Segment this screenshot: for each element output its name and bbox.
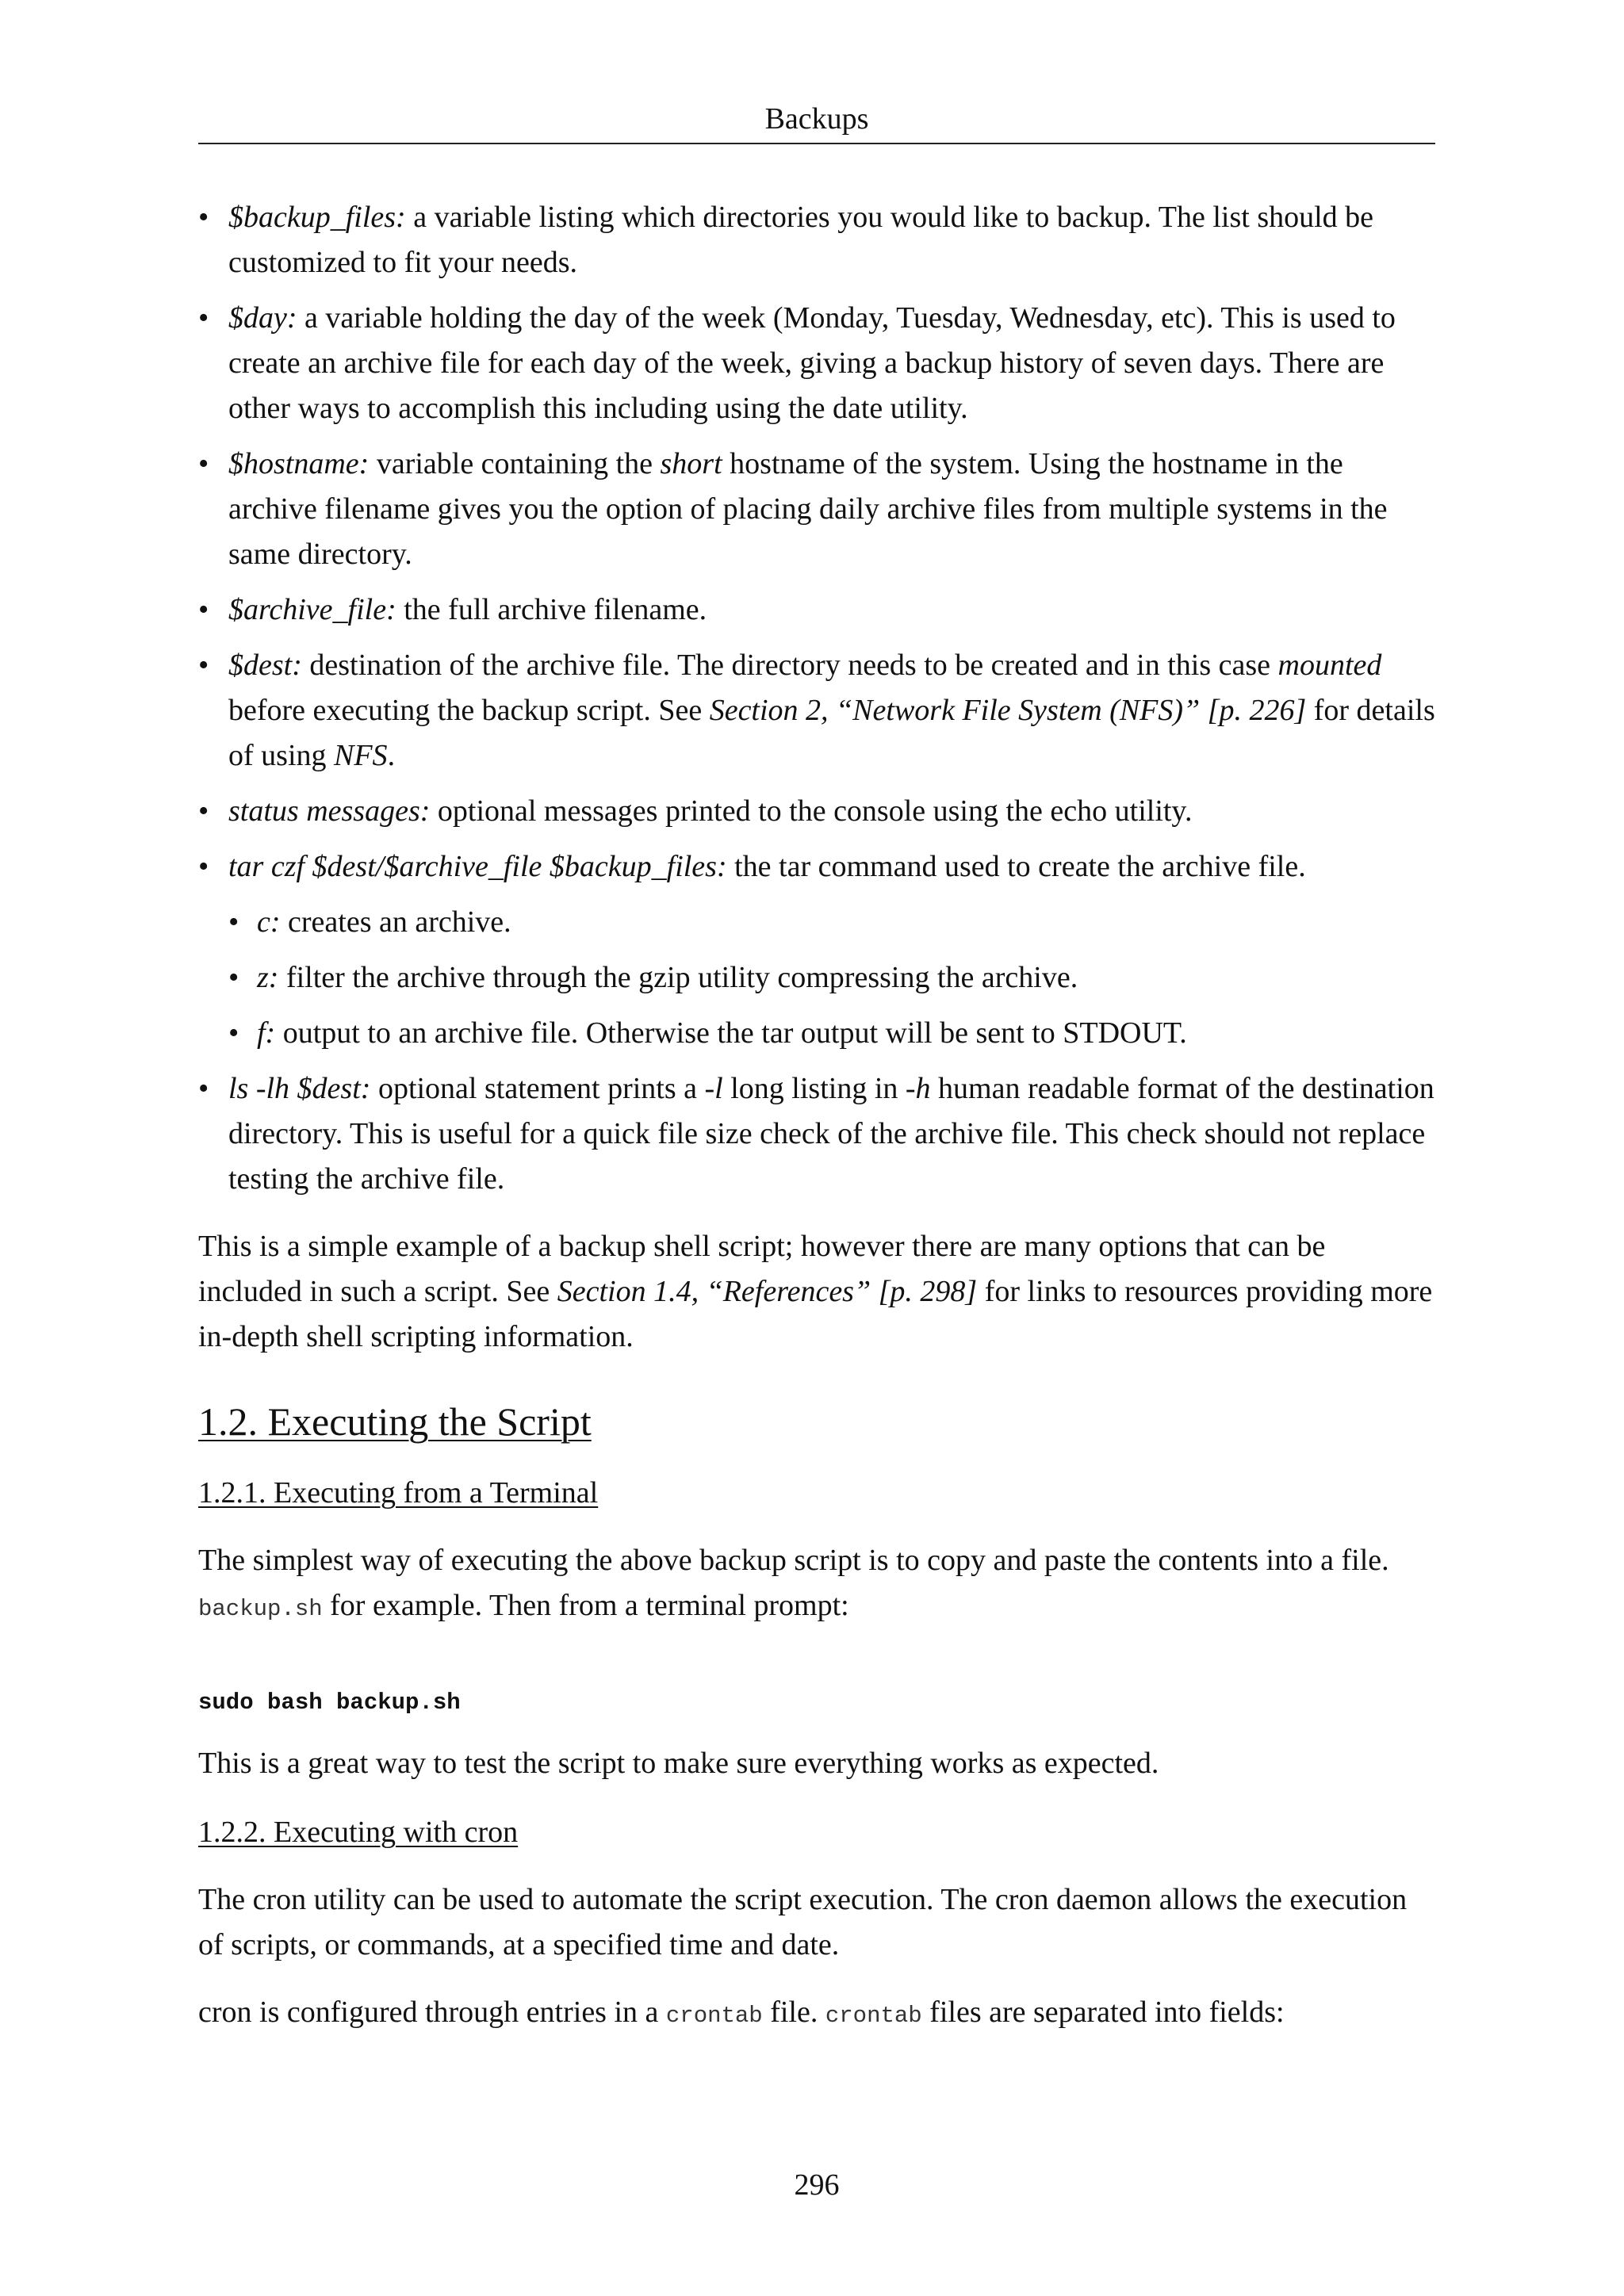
list-item-option-c: [228, 900, 1435, 945]
term: $dest:: [228, 649, 302, 682]
paragraph-text: for links to resources providing more in-depth shell scripting information.: [198, 1275, 1433, 1353]
list-item-status-messages: [198, 789, 1435, 834]
description: variable containing the: [369, 447, 661, 480]
flag: -h: [905, 1072, 931, 1105]
page-number: 296: [794, 2168, 840, 2202]
filename: crontab: [825, 2003, 922, 2029]
term: $backup_files:: [228, 201, 406, 234]
term: z:: [257, 961, 279, 994]
running-header: Backups: [764, 102, 869, 136]
command-block: sudo bash backup.sh: [198, 1689, 461, 1716]
filename: crontab: [665, 2003, 763, 2029]
description: human readable format of the destination directory. This is useful for a quick file size check of the archive file. This check should not replace testing the archive file.: [228, 1072, 1434, 1196]
description: long listing in: [722, 1072, 906, 1105]
tar-options-list: [228, 900, 1435, 1056]
test-paragraph: This is a great way to test the script to make sure everything works as expected.: [198, 1747, 1159, 1780]
list-item-tar: [198, 844, 1435, 1056]
list-item-ls: [198, 1066, 1435, 1202]
term: c:: [257, 905, 281, 939]
description: hostname of the system. Using the hostname in the archive filename gives you the option of placing daily archive files from multiple systems in the same directory.: [228, 447, 1388, 571]
list-item-dest: [198, 643, 1435, 779]
description: destination of the archive file. The directory needs to be created and in this case: [301, 649, 1278, 682]
description: a variable holding the day of the week (Monday, Tuesday, Wednesday, etc). This is used to create an archive file for each day of the week, giving a backup history of seven days. There are other ways to accomplish this including using the date utility.: [228, 301, 1396, 425]
list-item-option-z: [228, 955, 1435, 1001]
crontab-paragraph: [198, 1990, 1435, 2038]
header-rule: [198, 143, 1435, 144]
cross-reference-link[interactable]: Section 2, “Network File System (NFS)” [p. 226]: [709, 694, 1307, 727]
acronym: NFS: [334, 739, 388, 772]
document-page: [198, 0, 1435, 2296]
term: tar czf $dest/$archive_file $backup_files:: [228, 850, 727, 883]
paragraph-text: cron is configured through entries in a: [198, 1996, 666, 2029]
description: a variable listing which directories you would like to backup. The list should be customized to fit your needs.: [228, 201, 1374, 279]
term: status messages:: [228, 794, 431, 828]
description: creates an archive.: [280, 905, 511, 939]
description: for details of using: [228, 694, 1435, 772]
description: filter the archive through the gzip utility compressing the archive.: [278, 961, 1078, 994]
list-item-archive-file: [198, 587, 1435, 633]
filename: backup.sh: [198, 1596, 323, 1622]
term: $hostname:: [228, 447, 370, 480]
cross-reference-link[interactable]: Section 1.4, “References” [p. 298]: [557, 1275, 978, 1308]
emphasis: short: [660, 447, 722, 480]
paragraph-text: for example. Then from a terminal prompt:: [322, 1589, 849, 1622]
emphasis: mounted: [1277, 649, 1382, 682]
list-item-option-f: [228, 1011, 1435, 1056]
subsection-heading: 1.2.2. Executing with cron: [198, 1816, 519, 1849]
summary-paragraph: [198, 1224, 1435, 1360]
paragraph-text: file.: [762, 1996, 825, 2029]
cron-paragraph: The cron utility can be used to automate the script execution. The cron daemon allows the execution of scripts, or commands, at a specified time and date.: [198, 1883, 1408, 1961]
page-content: [198, 195, 1435, 2038]
description: optional statement prints a: [370, 1072, 705, 1105]
subsection-heading: 1.2.1. Executing from a Terminal: [198, 1476, 599, 1510]
description: the full archive filename.: [396, 593, 707, 626]
description: output to an archive file. Otherwise the tar output will be sent to STDOUT.: [275, 1016, 1187, 1050]
term: f:: [257, 1016, 276, 1050]
term: $archive_file:: [228, 593, 396, 626]
description: before executing the backup script. See: [228, 694, 710, 727]
list-item-day: [198, 296, 1435, 431]
paragraph-text: This is a simple example of a backup shell script; however there are many options that can be included in such a script. See: [198, 1230, 1326, 1308]
description: the tar command used to create the archive file.: [726, 850, 1306, 883]
description: optional messages printed to the console using the echo utility.: [430, 794, 1193, 828]
variable-list: [198, 195, 1435, 1202]
term: ls -lh $dest:: [228, 1072, 371, 1105]
list-item-hostname: [198, 442, 1435, 577]
section-heading: 1.2. Executing the Script: [198, 1399, 592, 1444]
paragraph-text: The simplest way of executing the above backup script is to copy and paste the contents into a file.: [198, 1544, 1389, 1577]
term: $day:: [228, 301, 297, 335]
terminal-paragraph: [198, 1538, 1435, 1632]
description: .: [387, 739, 396, 772]
flag: -l: [704, 1072, 723, 1105]
paragraph-text: files are separated into fields:: [921, 1996, 1285, 2029]
list-item-backup-files: [198, 195, 1435, 285]
